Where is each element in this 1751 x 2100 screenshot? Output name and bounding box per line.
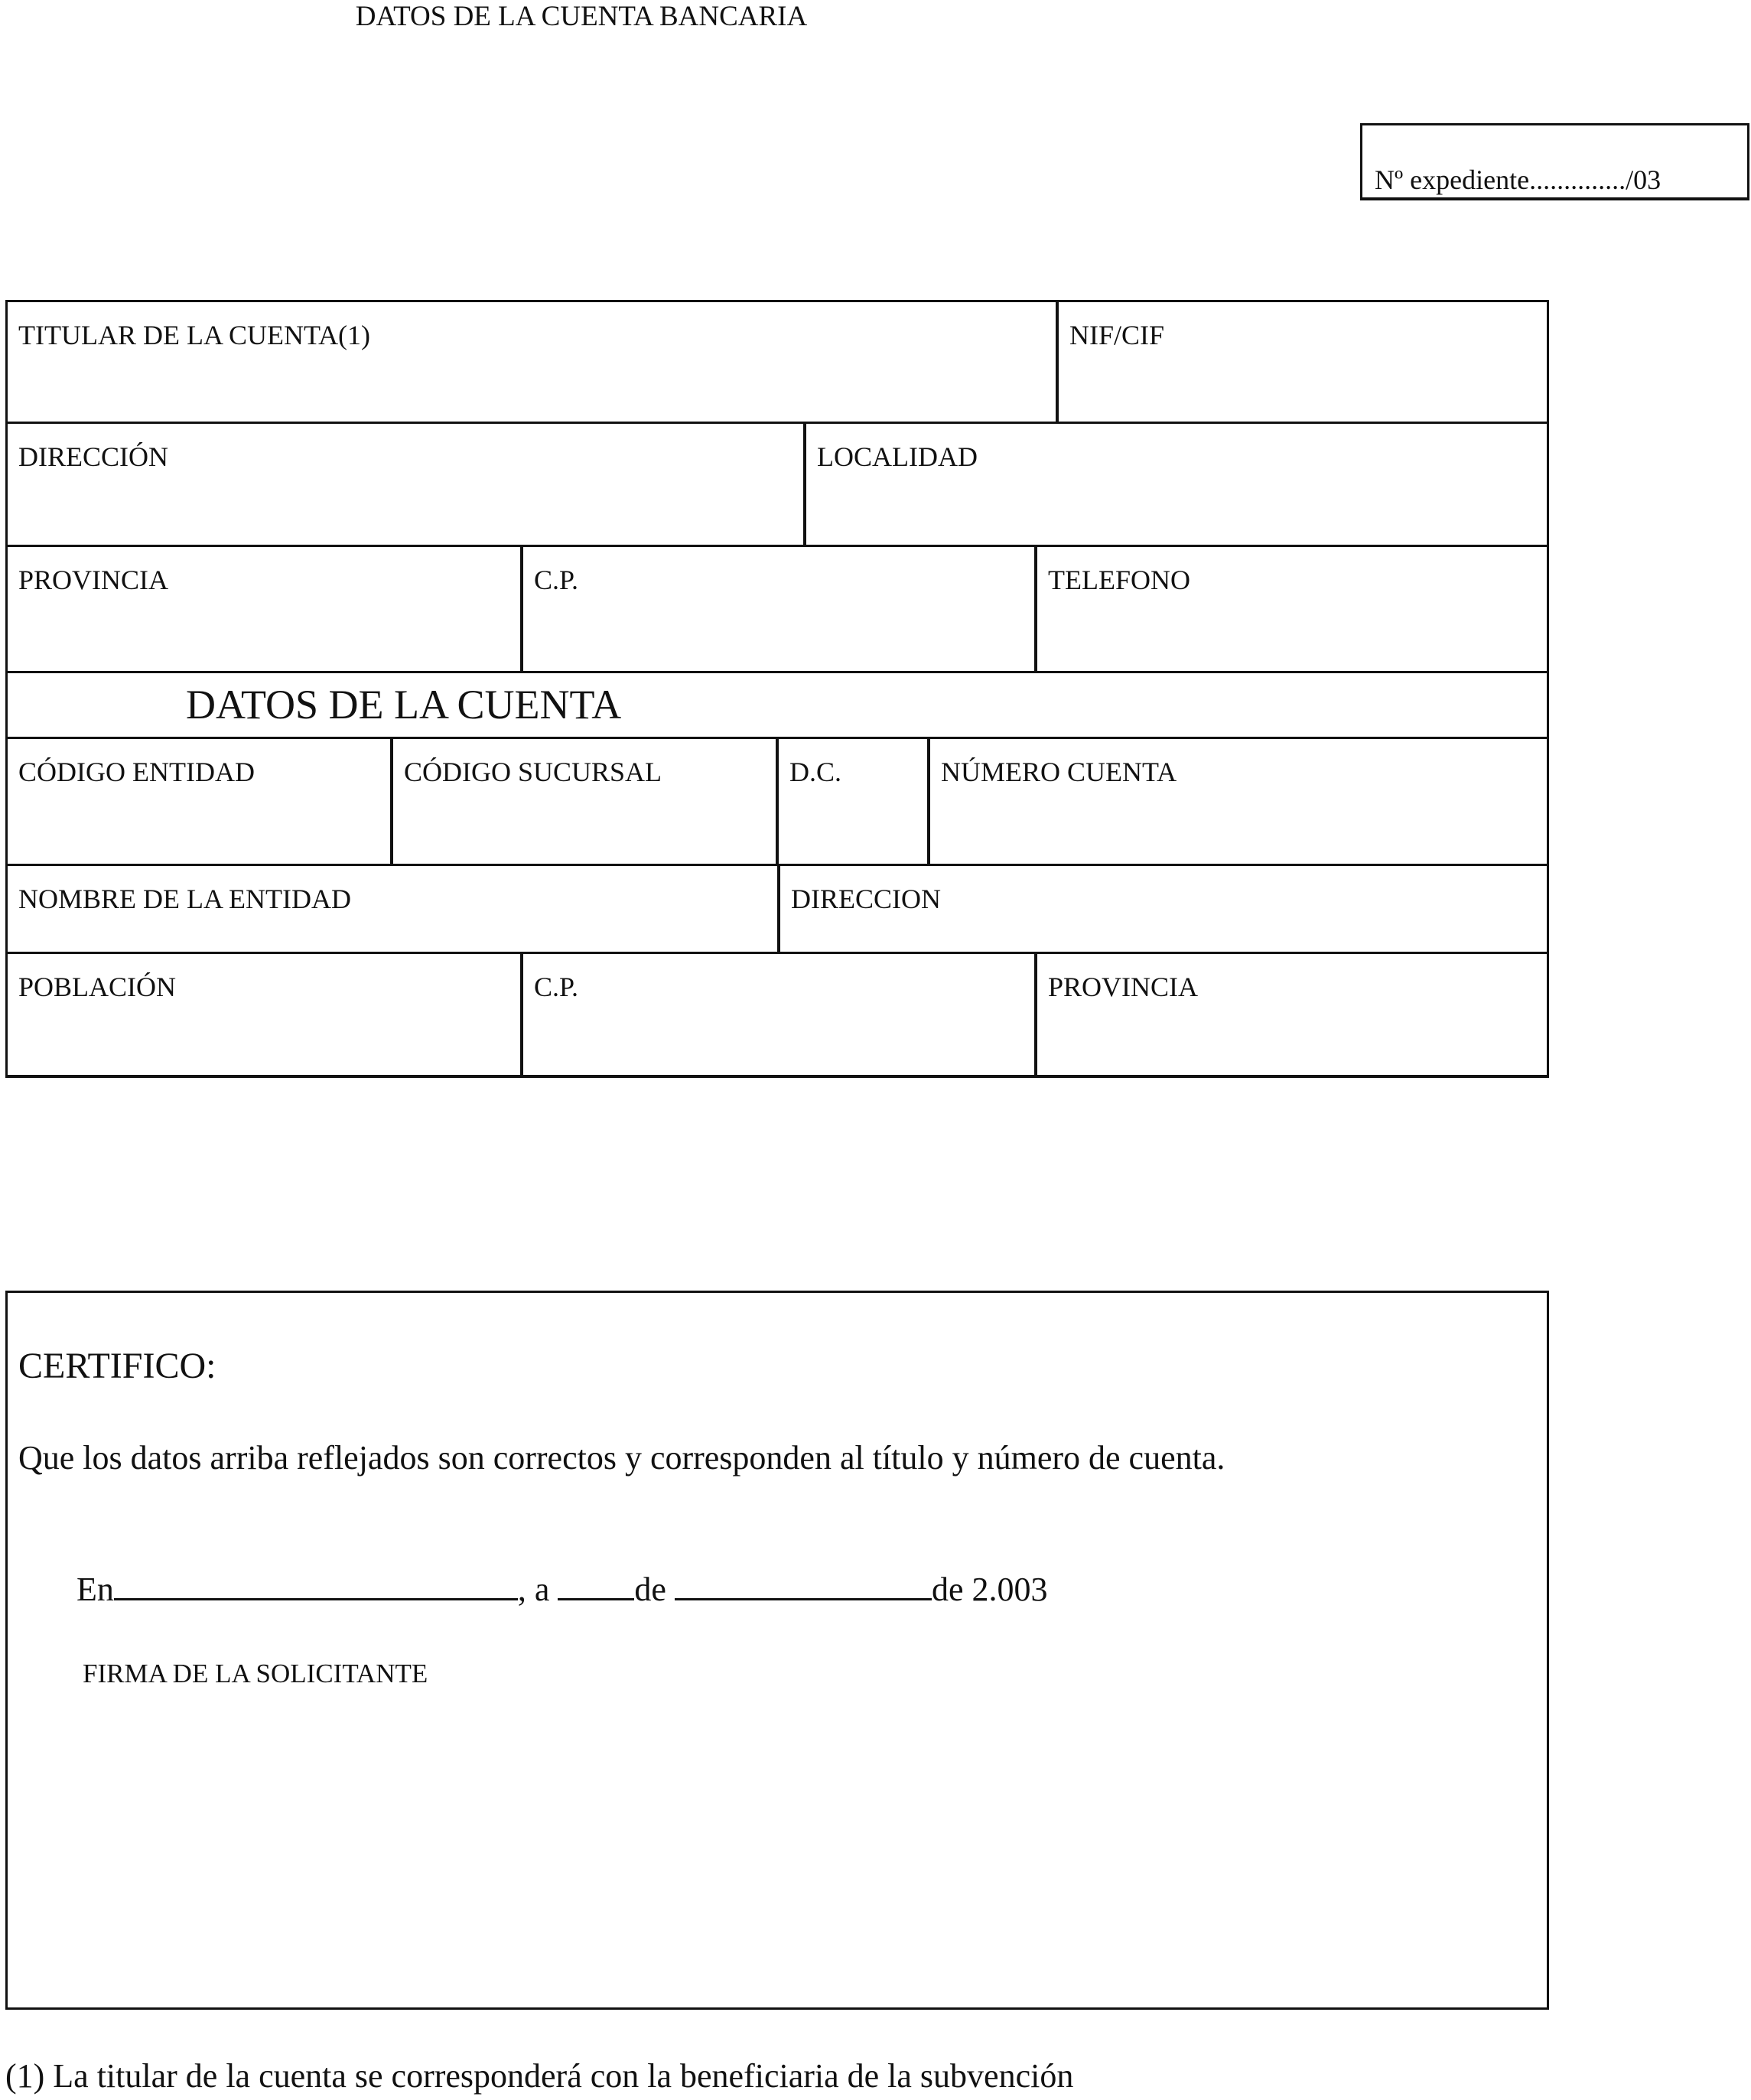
row-direccion — [5, 422, 1549, 547]
field-cp[interactable] — [520, 547, 1034, 671]
field-poblacion[interactable] — [8, 954, 520, 1075]
field-telefono[interactable] — [1034, 547, 1547, 671]
expediente-number-field[interactable]: Nº expediente............../03 — [1375, 164, 1661, 195]
label: DIRECCIÓN — [18, 441, 168, 472]
certificate-box — [5, 1291, 1549, 2010]
field-codigo-entidad[interactable] — [8, 739, 390, 864]
label: NOMBRE DE LA ENTIDAD — [18, 884, 351, 914]
document-title: DATOS DE LA CUENTA BANCARIA — [355, 1, 808, 32]
label: TITULAR DE LA CUENTA(1) — [18, 320, 371, 350]
label: DIRECCION — [791, 884, 941, 914]
label: NIF/CIF — [1069, 320, 1165, 350]
field-provincia-entidad[interactable] — [1034, 954, 1547, 1075]
label: LOCALIDAD — [817, 441, 978, 472]
label: TELEFONO — [1048, 565, 1190, 595]
date-de-label: de — [634, 1571, 675, 1608]
label: CÓDIGO ENTIDAD — [18, 757, 255, 787]
field-direccion-entidad[interactable] — [777, 866, 1547, 952]
label: PROVINCIA — [1048, 972, 1199, 1002]
label: C.P. — [534, 972, 579, 1002]
row-poblacion — [5, 952, 1549, 1078]
row-entidad — [5, 864, 1549, 954]
expediente-box — [1360, 123, 1749, 200]
day-field[interactable] — [558, 1571, 634, 1600]
row-codigos — [5, 737, 1549, 866]
label: C.P. — [534, 565, 579, 595]
label: CÓDIGO SUCURSAL — [404, 757, 662, 787]
section-header-row — [5, 671, 1549, 739]
label: NÚMERO CUENTA — [941, 757, 1177, 787]
field-codigo-sucursal[interactable] — [390, 739, 776, 864]
date-a-label: , a — [517, 1571, 558, 1608]
field-cp-entidad[interactable] — [520, 954, 1034, 1075]
date-line — [76, 1570, 1047, 1609]
field-nif-cif[interactable] — [1056, 302, 1547, 422]
certificate-text: Que los datos arriba reflejados son correctos y corresponden al título y número de cuenta. — [18, 1439, 1225, 1477]
row-provincia — [5, 545, 1549, 673]
field-dc[interactable] — [776, 739, 927, 864]
month-field[interactable] — [675, 1571, 932, 1600]
field-provincia[interactable] — [8, 547, 520, 671]
footnote: (1) La titular de la cuenta se corresponderá con la beneficiaria de la subvención — [5, 2057, 1074, 2095]
field-direccion[interactable] — [8, 424, 803, 545]
place-field[interactable] — [114, 1571, 518, 1600]
row-titular — [5, 300, 1549, 424]
date-en-label: En — [76, 1571, 114, 1608]
label: PROVINCIA — [18, 565, 169, 595]
year-label: de 2.003 — [931, 1571, 1048, 1608]
label: POBLACIÓN — [18, 972, 177, 1002]
section-header: DATOS DE LA CUENTA — [186, 682, 622, 728]
bank-account-form-table — [5, 300, 1549, 1078]
field-nombre-entidad[interactable] — [8, 866, 777, 952]
field-numero-cuenta[interactable] — [927, 739, 1547, 864]
field-titular[interactable] — [8, 302, 1056, 422]
certificate-heading: CERTIFICO: — [18, 1346, 216, 1386]
label: D.C. — [789, 757, 842, 787]
field-localidad[interactable] — [803, 424, 1547, 545]
signature-label: FIRMA DE LA SOLICITANTE — [83, 1659, 428, 1688]
